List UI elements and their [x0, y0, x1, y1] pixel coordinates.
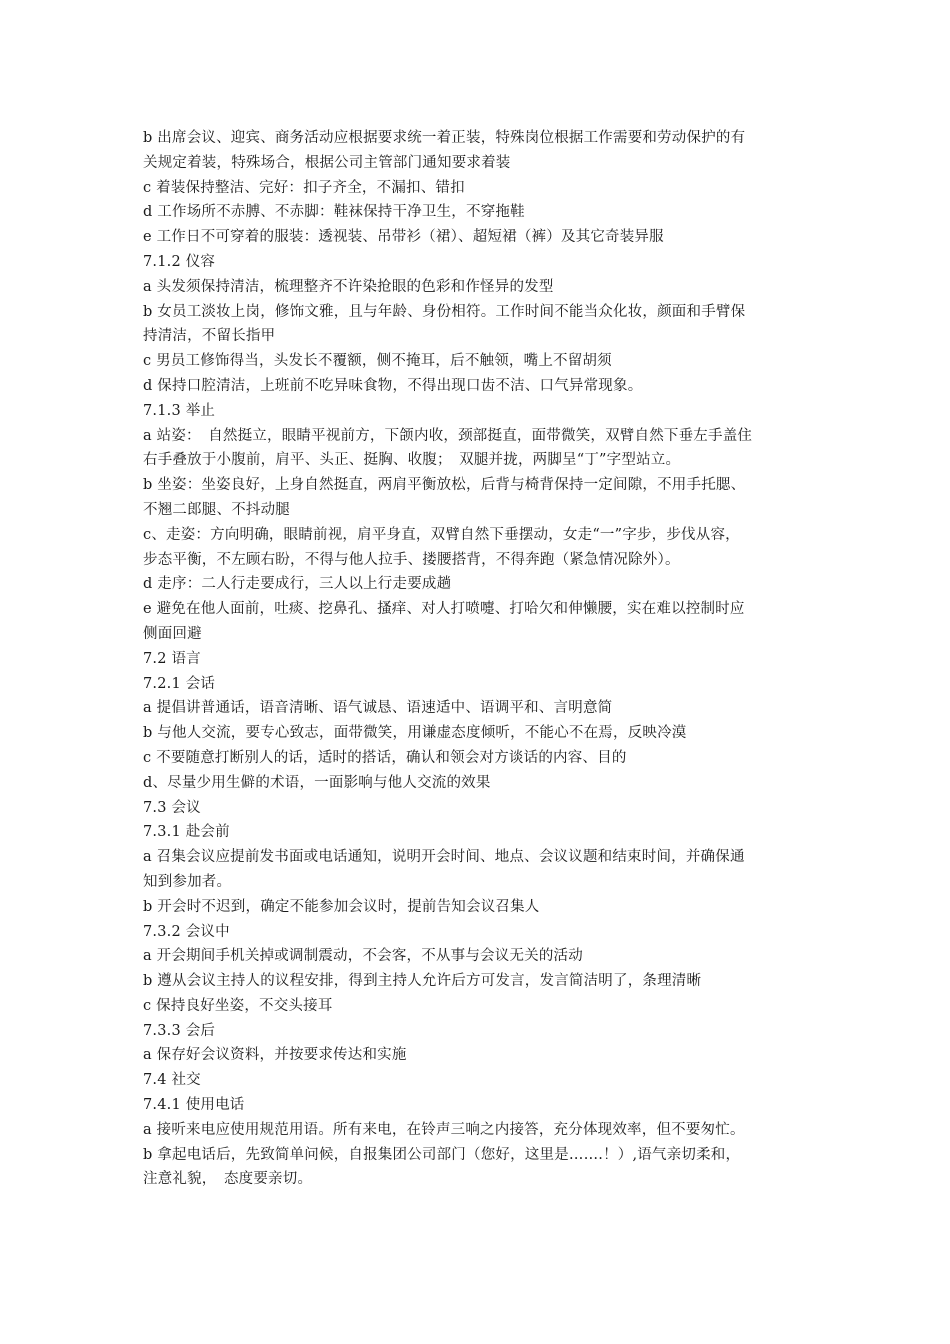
text-line: b 遵从会议主持人的议程安排，得到主持人允许后方可发言，发言简洁明了，条理清晰	[143, 973, 702, 990]
text-line: c 不要随意打断别人的话，适时的搭话，确认和领会对方谈话的内容、目的	[143, 749, 627, 766]
text-line: 步态平衡，不左顾右盼，不得与他人拉手、搂腰搭背，不得奔跑（紧急情况除外）。	[143, 551, 680, 568]
text-line: d、尽量少用生僻的术语，一面影响与他人交流的效果	[143, 774, 491, 791]
text-line: 7.4.1 使用电话	[143, 1097, 245, 1114]
text-line: 注意礼貌， 态度要亲切。	[143, 1171, 313, 1188]
text-line: 关规定着装，特殊场合，根据公司主管部门通知要求着装	[143, 154, 511, 171]
text-line: 7.1.2 仪容	[143, 253, 216, 270]
text-line: 7.3.1 赴会前	[143, 824, 230, 841]
text-line: 7.4 社交	[143, 1072, 201, 1089]
text-line: b 出席会议、迎宾、商务活动应根据要求统一着正装，特殊岗位根据工作需要和劳动保护的有	[143, 130, 746, 146]
text-line: 不翘二郎腿、不抖动腿	[143, 501, 290, 518]
text-line: b 坐姿：坐姿良好，上身自然挺直，两肩平衡放松，后背与椅背保持一定间隙，不用手托腮、	[143, 477, 746, 494]
text-line: c 保持良好坐姿，不交头接耳	[143, 997, 333, 1014]
text-line: d 工作场所不赤膊、不赤脚：鞋袜保持干净卫生，不穿拖鞋	[143, 204, 525, 221]
text-line: b 与他人交流，要专心致志，面带微笑，用谦虚态度倾听，不能心不在焉，反映冷漠	[143, 725, 687, 742]
text-line: 侧面回避	[143, 625, 202, 642]
text-line: d 保持口腔清洁，上班前不吃异味食物，不得出现口齿不洁、口气异常现象。	[143, 377, 643, 394]
text-line: a 站姿： 自然挺立，眼睛平视前方，下颌内收，颈部挺直，面带微笑，双臂自然下垂左手盖住	[143, 427, 753, 444]
document-body	[143, 126, 803, 1192]
text-line: 持清洁，不留长指甲	[143, 328, 276, 345]
text-line: 7.1.3 举止	[143, 402, 216, 419]
text-line: 7.3.3 会后	[143, 1022, 216, 1039]
text-line: 知到参加者。	[143, 873, 232, 890]
text-line: 7.3.2 会议中	[143, 923, 230, 940]
text-line: 右手叠放于小腹前，肩平、头正、挺胸、收腹； 双腿并拢，两脚呈“丁”字型站立。	[143, 452, 681, 469]
text-line: c 着装保持整洁、完好：扣子齐全，不漏扣、错扣	[143, 179, 465, 196]
text-line: 7.2 语言	[143, 650, 201, 667]
text-line: b 开会时不迟到，确定不能参加会议时，提前告知会议召集人	[143, 898, 540, 915]
text-line: a 提倡讲普通话，语音清晰、语气诚恳、语速适中、语调平和、言明意简	[143, 700, 613, 717]
text-line: e 工作日不可穿着的服装：透视装、吊带衫（裙）、超短裙（裤）及其它奇装异服	[143, 229, 664, 246]
text-line: 7.3 会议	[143, 799, 201, 816]
text-line: b 女员工淡妆上岗，修饰文雅，且与年龄、身份相符。工作时间不能当众化妆，颜面和手臂保	[143, 303, 746, 320]
text-line: a 保存好会议资料，并按要求传达和实施	[143, 1047, 407, 1064]
text-line: 7.2.1 会话	[143, 675, 216, 692]
text-line: a 头发须保持清洁，梳理整齐不许染抢眼的色彩和作怪异的发型	[143, 278, 554, 295]
text-line: c、走姿：方向明确，眼睛前视，肩平身直，双臂自然下垂摆动，女走“一”字步，步伐从容，	[143, 526, 740, 543]
text-line: b 拿起电话后，先致简单问候，自报集团公司部门（您好，这里是…….！）,语气亲切柔和，	[143, 1146, 741, 1163]
text-line: a 召集会议应提前发书面或电话通知，说明开会时间、地点、会议议题和结束时间，并确保通	[143, 849, 745, 866]
text-line: e 避免在他人面前，吐痰、挖鼻孔、搔痒、对人打喷嚏、打哈欠和伸懒腰，实在难以控制时应	[143, 601, 745, 618]
text-line: a 接听来电应使用规范用语。所有来电，在铃声三响之内接答，充分体现效率，但不要匆忙。	[143, 1121, 745, 1138]
text-line: d 走序：二人行走要成行，三人以上行走要成趟	[143, 576, 452, 593]
text-line: a 开会期间手机关掉或调制震动，不会客，不从事与会议无关的活动	[143, 948, 583, 965]
text-line: c 男员工修饰得当，头发长不覆额，侧不掩耳，后不触领，嘴上不留胡须	[143, 353, 612, 370]
